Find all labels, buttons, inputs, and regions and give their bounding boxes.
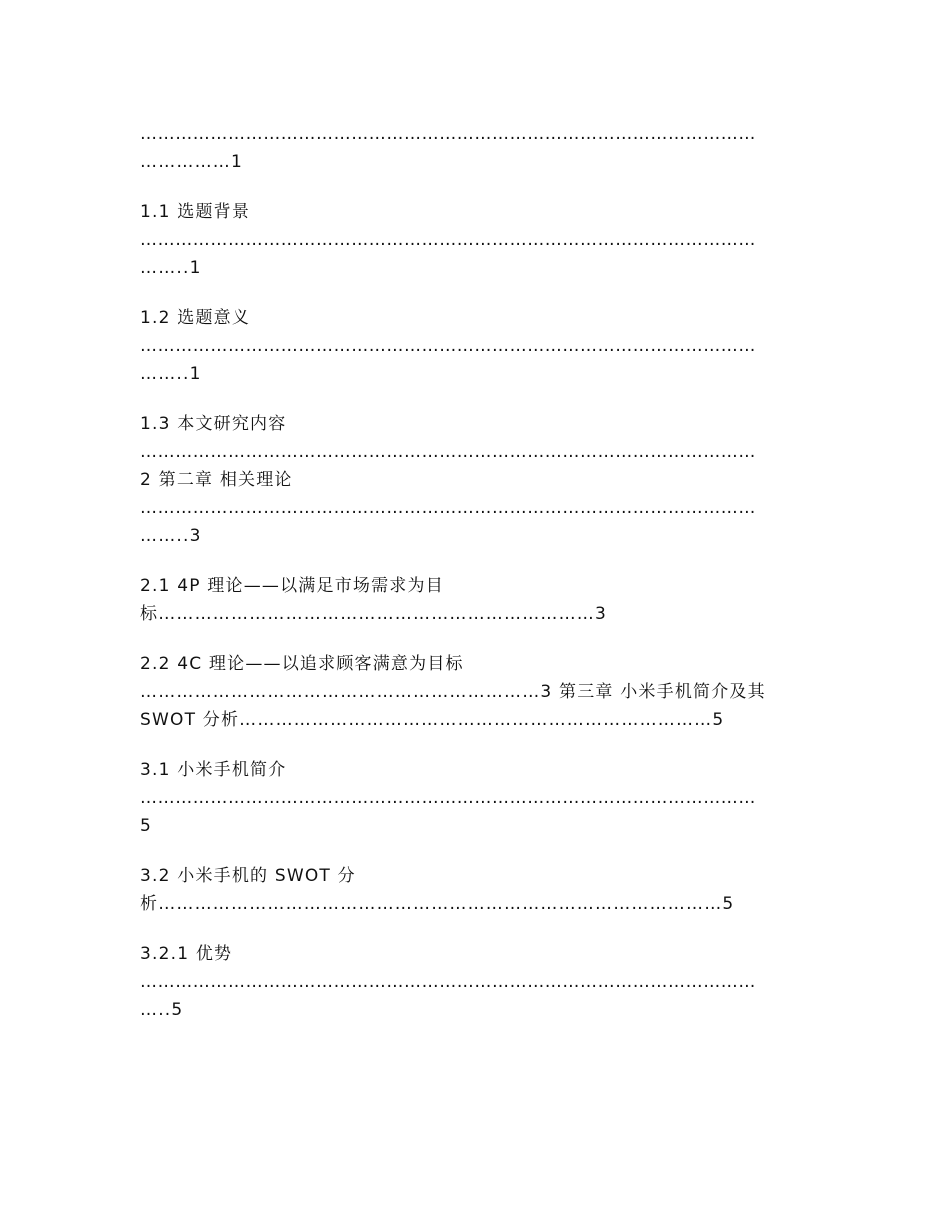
toc-line: …..5 — [140, 1000, 184, 1020]
toc-line: 2 第二章 相关理论 — [140, 470, 293, 490]
toc-entry-1-2 — [140, 304, 806, 388]
toc-line: 5 — [140, 816, 153, 836]
toc-line: …………………………………………………………………………………………… — [140, 230, 756, 250]
toc-entry-1-3-and-chapter-2 — [140, 410, 806, 550]
toc-line: …………………………………………………………………………………………… — [140, 788, 756, 808]
toc-line: …………………………………………………………………………………………… — [140, 498, 756, 518]
toc-line: 3.1 小米手机简介 — [140, 760, 287, 780]
toc-line: ……..1 — [140, 364, 202, 384]
toc-line: ……..1 — [140, 258, 202, 278]
toc-line: …………………………………………………………3 第三章 小米手机简介及其 — [140, 682, 766, 702]
toc-line: …………………………………………………………………………………………… — [140, 336, 756, 356]
toc-entry-3-2-1 — [140, 940, 806, 1024]
toc-line: …………………………………………………………………………………………… — [140, 124, 756, 144]
toc-line: ……………1 — [140, 152, 244, 172]
toc-line: 3.2.1 优势 — [140, 944, 233, 964]
toc-line: 1.2 选题意义 — [140, 308, 251, 328]
toc-entry-2-1 — [140, 572, 806, 628]
toc-line: 1.1 选题背景 — [140, 202, 251, 222]
toc-line: 1.3 本文研究内容 — [140, 414, 287, 434]
toc-line: 析…………………………………………………………………………………5 — [140, 894, 735, 914]
toc-line: …………………………………………………………………………………………… — [140, 442, 756, 462]
toc-entry-chapter-1 — [140, 120, 806, 176]
toc-line: …………………………………………………………………………………………… — [140, 972, 756, 992]
table-of-contents — [140, 120, 806, 1046]
toc-entry-3-2 — [140, 862, 806, 918]
toc-entry-3-1 — [140, 756, 806, 840]
toc-line: 2.2 4C 理论——以追求顾客满意为目标 — [140, 654, 464, 674]
toc-line: SWOT 分析……………………………………………………………………5 — [140, 710, 725, 730]
toc-line: 3.2 小米手机的 SWOT 分 — [140, 866, 356, 886]
toc-entry-2-2-and-chapter-3 — [140, 650, 806, 734]
toc-line: 2.1 4P 理论——以满足市场需求为目 — [140, 576, 444, 596]
toc-line: ……..3 — [140, 526, 202, 546]
toc-entry-1-1 — [140, 198, 806, 282]
toc-line: 标………………………………………………………………3 — [140, 604, 608, 624]
